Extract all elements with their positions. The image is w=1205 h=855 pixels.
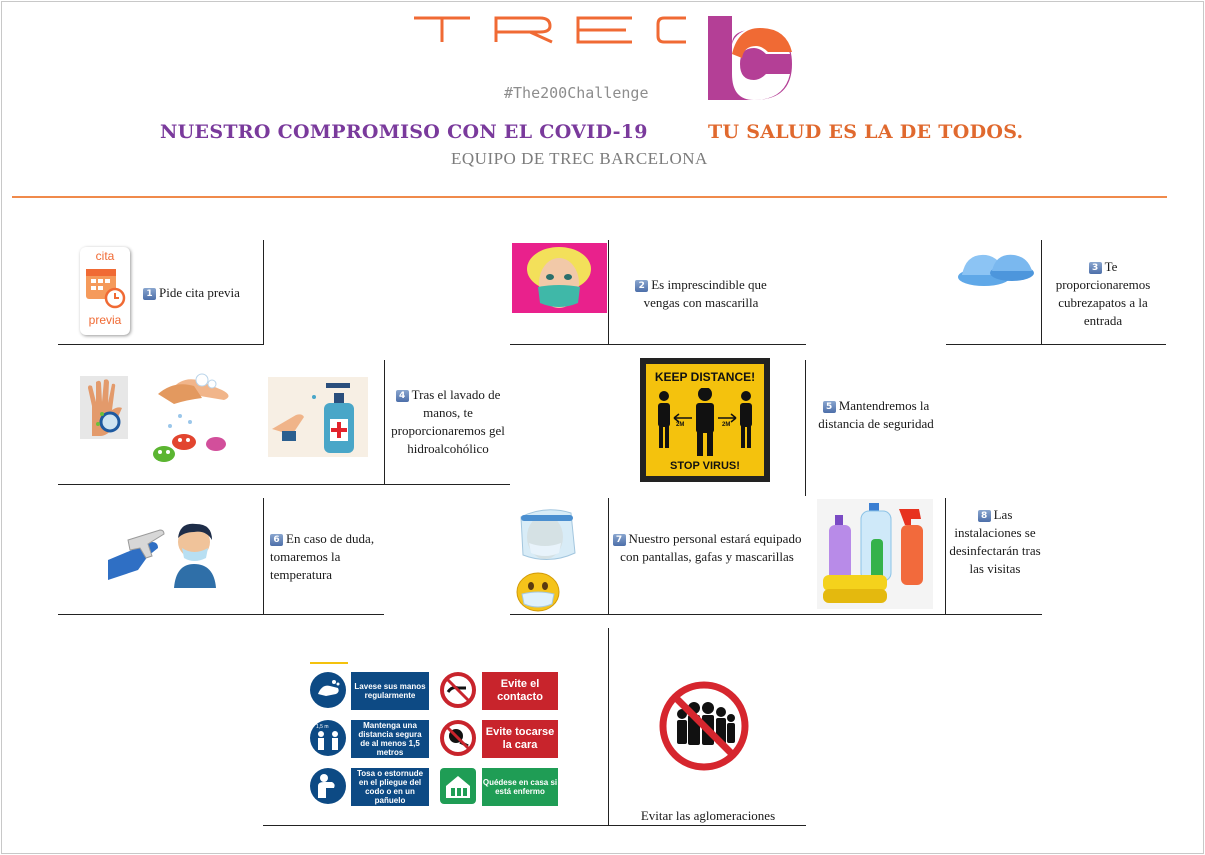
calendar-clock-icon <box>84 265 126 311</box>
divider <box>58 614 384 615</box>
washing-germs-art-icon <box>140 370 238 465</box>
cita-label: cita <box>95 249 115 263</box>
item-7-number: 7 <box>613 534 626 546</box>
crowd-caption: Evitar las aglomeraciones <box>640 808 776 823</box>
face-shield-icon <box>515 503 587 565</box>
item-4-number: 4 <box>396 390 409 402</box>
keep-distance-label: KEEP DISTANCE! <box>654 370 756 384</box>
cough-elbow-sign: Tosa o estornude en el pliegue del codo o en un pañuelo <box>351 768 429 806</box>
hand-sanitizer-icon <box>268 377 368 457</box>
item-6-label: En caso de duda, tomaremos la temperatura <box>270 531 375 582</box>
item-1-label: Pide cita previa <box>159 285 240 300</box>
no-contact-glyph-icon <box>444 676 472 704</box>
item-5-text <box>808 397 944 433</box>
item-7-label: Nuestro personal estará equipado con pantallas, gafas y mascarillas <box>620 531 802 564</box>
avoid-contact-sign: Evite el contacto <box>482 672 558 710</box>
divider <box>946 344 1166 345</box>
item-3-text <box>1043 258 1163 330</box>
hand-magnifier-icon <box>80 376 128 439</box>
mask-emoji-art-icon <box>516 572 560 612</box>
item-2-text <box>616 276 786 312</box>
stay-home-icon <box>440 768 476 804</box>
divider <box>263 498 264 615</box>
keep-distance-sign <box>640 358 770 482</box>
divider <box>1041 240 1042 345</box>
divider <box>608 628 609 826</box>
item-6-number: 6 <box>270 534 283 546</box>
portrait-art-icon <box>512 243 607 313</box>
hashtag: #The200Challenge <box>504 84 649 102</box>
sanitizer-bottle-icon <box>268 377 368 457</box>
item-2-number: 2 <box>635 280 648 292</box>
safe-distance-sign: Mantenga una distancia segura de al menos 1,5 metros <box>351 720 429 758</box>
no-contact-icon <box>440 672 476 708</box>
item-7-text <box>612 530 802 566</box>
temperature-check-icon <box>108 520 220 588</box>
header-divider <box>12 196 1167 198</box>
divider <box>805 360 806 496</box>
item-8-text <box>948 506 1042 578</box>
item-3-label: Te proporcionaremos cubrezapatos a la entrada <box>1055 259 1151 328</box>
shoe-cover-icon <box>956 247 1036 289</box>
item-1-number: 1 <box>143 288 156 300</box>
divider <box>263 240 264 345</box>
item-4-label: Tras el lavado de manos, te proporcionaremos gel hidroalcohólico <box>391 387 505 456</box>
headline-health: TU SALUD ES LA DE TODOS. <box>708 121 1024 143</box>
divider <box>384 360 385 485</box>
divider <box>263 825 806 826</box>
wash-hands-glyph-icon <box>310 672 346 708</box>
divider <box>608 240 609 345</box>
wash-hands-icon <box>310 672 346 708</box>
distance-mark-right: 2M <box>722 422 731 428</box>
stop-virus-label: STOP VIRUS! <box>670 460 740 472</box>
distance-mark-label: 1,5 m <box>316 724 329 730</box>
prevention-signs-panel <box>308 662 560 812</box>
divider <box>58 344 264 345</box>
stay-home-glyph-icon <box>440 768 476 804</box>
team-name: EQUIPO DE TREC BARCELONA <box>451 149 708 168</box>
divider <box>510 344 806 345</box>
divider <box>58 484 510 485</box>
cleaning-bottles-icon <box>817 499 933 609</box>
no-crowds-icon <box>658 680 750 772</box>
divider <box>945 498 946 615</box>
thermometer-icon <box>108 520 220 588</box>
no-face-touch-icon <box>440 720 476 756</box>
item-5-label: Mantendremos la distancia de seguridad <box>818 398 934 431</box>
shoe-cover-art-icon <box>956 247 1036 289</box>
wash-hands-sign: Lavese sus manos regularmente <box>351 672 429 710</box>
item-5-number: 5 <box>823 401 836 413</box>
cough-elbow-icon <box>310 768 346 804</box>
cleaning-products-icon <box>817 499 933 609</box>
masked-portrait-icon <box>512 243 607 313</box>
item-3-number: 3 <box>1089 262 1102 274</box>
item-4-text <box>387 386 509 458</box>
item-8-number: 8 <box>978 510 991 522</box>
hand-germ-icon <box>80 376 128 439</box>
headline-commitment: NUESTRO COMPROMISO CON EL COVID-19 <box>160 121 648 143</box>
item-6-text <box>270 530 382 584</box>
cough-elbow-glyph-icon <box>310 768 346 804</box>
stay-home-sign: Quédese en casa si está enfermo <box>482 768 558 806</box>
item-2-label: Es imprescindible que vengas con mascarilla <box>643 277 767 310</box>
no-crowds-glyph-icon <box>658 680 750 772</box>
avoid-face-touch-sign: Evite tocarse la cara <box>482 720 558 758</box>
previa-label: previa <box>88 313 122 327</box>
item-1-text <box>143 284 261 302</box>
divider <box>510 614 1042 615</box>
no-face-touch-glyph-icon <box>444 724 472 752</box>
washing-hands-germs-icon <box>140 370 238 465</box>
people-distance-icon <box>650 388 760 456</box>
divider <box>608 498 609 615</box>
cita-previa-calendar-icon <box>80 247 130 335</box>
face-shield-art-icon <box>515 503 587 565</box>
item-8-label: Las instalaciones se desinfectarán tras las visitas <box>949 507 1041 576</box>
masked-emoji-icon <box>516 572 560 612</box>
distance-mark-left: 2M <box>676 422 685 428</box>
panel-accent <box>310 662 348 664</box>
